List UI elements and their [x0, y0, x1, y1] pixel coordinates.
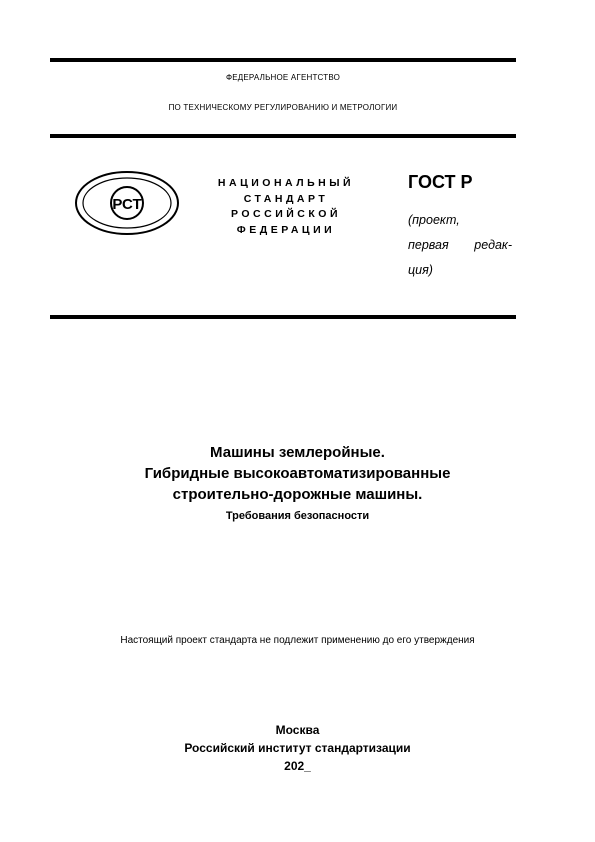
imprint-publisher: Российский институт стандартизации [184, 741, 411, 755]
draft-status-line: (проект, [408, 213, 460, 227]
header-divider [50, 134, 516, 138]
title-line: Машины землеройные. [210, 444, 385, 461]
title-block-divider [50, 315, 516, 319]
document-title [40, 442, 555, 526]
rst-conformity-mark-icon [74, 170, 180, 236]
standard-type-line: НАЦИОНАЛЬНЫЙ [217, 177, 355, 189]
draft-status [408, 208, 512, 283]
standard-type-line: РОССИЙСКОЙ [231, 208, 341, 220]
standard-type-line: СТАНДАРТ [243, 192, 329, 205]
imprint-year: 202_ [284, 759, 311, 773]
imprint [40, 721, 555, 775]
draft-status-line: ция) [408, 263, 433, 277]
title-line: строительно-дорожные машины. [172, 486, 423, 503]
agency-line-1: ФЕДЕРАЛЬНОЕ АГЕНТСТВО [225, 73, 341, 82]
draft-notice: Настоящий проект стандарта не подлежит применению до его утверждения [120, 635, 475, 646]
draft-status-line: первая редак- [408, 238, 512, 252]
title-line: Гибридные высокоавтоматизированные [144, 465, 451, 482]
standard-type-line: ФЕДЕРАЦИИ [236, 223, 336, 236]
document-subtitle: Требования безопасности [225, 510, 370, 522]
svg-text:РСТ: РСТ [112, 196, 142, 213]
top-rule [50, 58, 516, 62]
standard-type [200, 176, 372, 238]
agency-line-2: ПО ТЕХНИЧЕСКОМУ РЕГУЛИРОВАНИЮ И МЕТРОЛОГИИ [168, 103, 398, 112]
imprint-city: Москва [275, 723, 320, 737]
standard-designation: ГОСТ Р [408, 172, 473, 192]
